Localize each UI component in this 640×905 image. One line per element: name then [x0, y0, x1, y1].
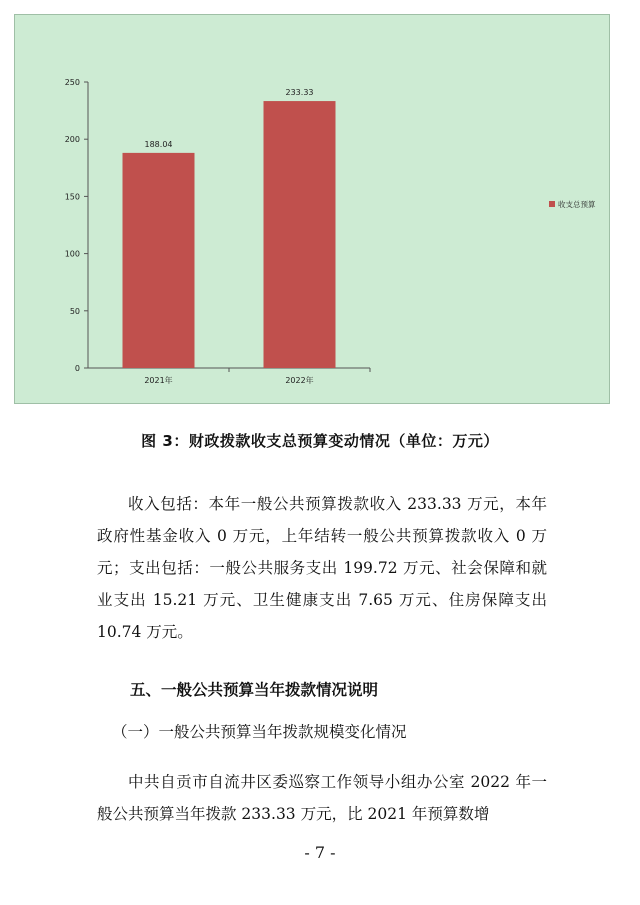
- income-expense-paragraph: [97, 488, 547, 648]
- y-tick-label: 0: [74, 364, 80, 373]
- chart-canvas: [15, 15, 611, 405]
- section-heading: 五、一般公共预算当年拨款情况说明: [130, 681, 379, 699]
- legend-swatch: [549, 201, 555, 207]
- allocation-paragraph: [97, 766, 547, 830]
- y-tick-label: 250: [64, 78, 80, 87]
- subsection-heading: （一）一般公共预算当年拨款规模变化情况: [112, 723, 407, 741]
- budget-bar-chart: [14, 14, 610, 404]
- data-label: 233.33: [285, 88, 314, 98]
- figure-caption: 图 3：财政拨款收支总预算变动情况（单位：万元）: [141, 432, 499, 450]
- bar: [264, 101, 336, 368]
- x-tick-label: 2022年: [285, 376, 314, 385]
- data-label: 188.04: [144, 139, 173, 149]
- page-number: - 7 -: [304, 843, 336, 862]
- paragraph-text: 中共自贡市自流井区委巡察工作领导小组办公室 2022 年一般公共预算当年拨款 233.33 万元，比 2021 年预算数增: [97, 773, 547, 823]
- legend-label: 收支总预算: [558, 200, 596, 209]
- paragraph-text: 收入包括：本年一般公共预算拨款收入 233.33 万元，本年政府性基金收入 0 万元，上年结转一般公共预算拨款收入 0 万元；支出包括：一般公共服务支出 199.72 万元、社会保障和就业支出 15.21 万元、卫生健康支出 7.65 万元、住房保障支出 10.74 万元。: [97, 495, 547, 641]
- y-tick-label: 150: [64, 192, 80, 202]
- y-tick-label: 50: [69, 306, 80, 316]
- x-tick-label: 2021年: [144, 376, 173, 385]
- bar: [123, 153, 195, 368]
- y-tick-label: 200: [64, 135, 80, 145]
- y-tick-label: 100: [64, 249, 80, 259]
